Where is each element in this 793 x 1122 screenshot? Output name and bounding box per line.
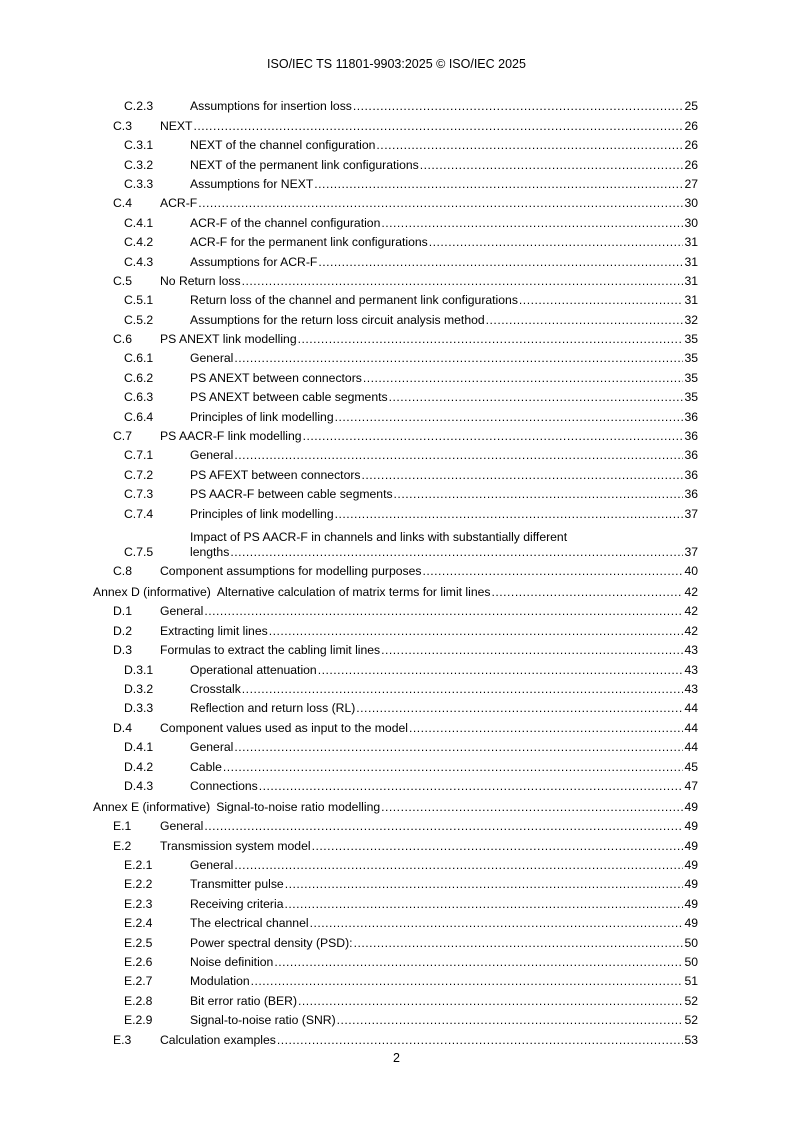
toc-entry-title: Extracting limit lines [160, 623, 268, 638]
toc-entry-number: C.3 [113, 118, 132, 133]
dot-leader [242, 682, 684, 697]
dot-leader [230, 545, 683, 560]
toc-entry-page: 37 [684, 506, 698, 521]
toc-entry-number: D.1 [113, 604, 132, 619]
toc-entry[interactable] [93, 386, 698, 405]
dot-leader [303, 429, 684, 444]
toc-entry-title: Signal-to-noise ratio modelling [216, 799, 381, 814]
toc-entry[interactable] [93, 600, 698, 619]
toc-entry[interactable] [93, 639, 698, 658]
toc-entry-number: C.6.4 [124, 409, 154, 424]
toc-entry-page: 44 [684, 720, 698, 735]
toc-entry-page: 30 [684, 196, 698, 211]
dot-leader [389, 390, 684, 405]
toc-entry[interactable] [93, 579, 698, 600]
dot-leader [223, 760, 684, 775]
toc-entry-page: 36 [684, 429, 698, 444]
toc-entry-number: C.3.1 [124, 138, 154, 153]
toc-entry-page: 49 [684, 896, 698, 911]
dot-leader [198, 196, 683, 211]
toc-entry-number: C.5 [113, 273, 132, 288]
toc-entry-number: D.4.3 [124, 778, 154, 793]
toc-entry[interactable] [93, 114, 698, 133]
toc-entry-title: General [160, 819, 204, 834]
toc-entry[interactable] [93, 134, 698, 153]
toc-entry-title: General [190, 448, 234, 463]
toc-entry-number: E.1 [113, 819, 132, 834]
toc-entry-page: 52 [684, 1013, 698, 1028]
toc-entry[interactable] [93, 289, 698, 308]
toc-entry-number: E.2.3 [124, 896, 153, 911]
toc-entry-number: E.2 [113, 838, 132, 853]
dot-leader [381, 800, 683, 815]
toc-entry[interactable] [93, 678, 698, 697]
toc-entry[interactable] [93, 502, 698, 521]
dot-leader [519, 293, 684, 308]
toc-entry-title: Connections [190, 778, 258, 793]
toc-entry-number: C.3.2 [124, 157, 154, 172]
toc-entry-page: 43 [684, 662, 698, 677]
toc-entry-page: 49 [684, 877, 698, 892]
toc-entry-title: General [160, 604, 204, 619]
dot-leader [204, 819, 683, 834]
toc-entry-number: C.4.1 [124, 215, 154, 230]
toc-entry-page: 47 [684, 778, 698, 793]
toc-entry-number: C.4.3 [124, 254, 154, 269]
toc-entry-page: 31 [684, 254, 698, 269]
toc-entry-page: 31 [684, 235, 698, 250]
table-of-contents [93, 95, 698, 1048]
dot-leader [234, 448, 683, 463]
toc-entry-title: Calculation examples [160, 1032, 276, 1047]
toc-entry-page: 53 [684, 1032, 698, 1047]
dot-leader [298, 332, 684, 347]
dot-leader [259, 779, 684, 794]
toc-entry-number: E.2.6 [124, 955, 153, 970]
toc-entry[interactable] [93, 192, 698, 211]
toc-entry-number: D.3 [113, 643, 132, 658]
dot-leader [318, 663, 684, 678]
toc-entry-title: ACR-F of the channel configuration [190, 215, 381, 230]
toc-entry-number: E.2.2 [124, 877, 153, 892]
toc-entry[interactable] [93, 425, 698, 444]
dot-leader [284, 897, 683, 912]
toc-entry-page: 35 [684, 332, 698, 347]
toc-entry-title: NEXT of the channel configuration [190, 138, 376, 153]
toc-entry-title: Assumptions for insertion loss [190, 99, 352, 114]
toc-entry-number: C.5.1 [124, 293, 154, 308]
toc-entry-number: D.4.1 [124, 740, 154, 755]
toc-entry-title: The electrical channel [190, 916, 309, 931]
toc-entry-number: C.2.3 [124, 99, 154, 114]
toc-entry[interactable] [93, 211, 698, 230]
toc-entry[interactable] [93, 697, 698, 716]
toc-entry-number: D.3.2 [124, 681, 154, 696]
toc-entry-number: C.7.5 [124, 544, 154, 559]
toc-entry-page: 44 [684, 740, 698, 755]
toc-entry-page: 43 [684, 681, 698, 696]
toc-entry[interactable] [93, 483, 698, 502]
toc-entry-title: Signal-to-noise ratio (SNR) [190, 1013, 336, 1028]
toc-entry[interactable] [93, 619, 698, 638]
toc-entry-title: PS ANEXT link modelling [160, 332, 297, 347]
dot-leader [234, 351, 683, 366]
toc-entry[interactable] [93, 250, 698, 269]
toc-entry-page: 42 [684, 584, 698, 599]
toc-entry-number: C.7.3 [124, 487, 154, 502]
toc-entry-number: C.7.1 [124, 448, 154, 463]
toc-entry[interactable] [93, 970, 698, 989]
toc-entry-title: Transmitter pulse [190, 877, 284, 892]
toc-entry-page: 50 [684, 935, 698, 950]
toc-entry-title: Bit error ratio (BER) [190, 993, 297, 1008]
toc-entry-page: 31 [684, 273, 698, 288]
toc-entry-page: 30 [684, 215, 698, 230]
toc-entry[interactable] [93, 463, 698, 482]
toc-entry-title: PS AACR-F link modelling [160, 429, 302, 444]
toc-entry[interactable] [93, 658, 698, 677]
toc-entry-page: 36 [684, 467, 698, 482]
dot-leader [429, 235, 684, 250]
toc-entry[interactable] [93, 755, 698, 774]
toc-entry-number: E.3 [113, 1032, 132, 1047]
toc-entry[interactable] [93, 347, 698, 366]
toc-entry-title: PS AACR-F between cable segments [190, 487, 393, 502]
dot-leader [312, 839, 684, 854]
dot-leader [363, 371, 684, 386]
toc-entry-page: 49 [684, 916, 698, 931]
toc-entry-page: 36 [684, 448, 698, 463]
dot-leader [353, 99, 684, 114]
dot-leader [486, 313, 684, 328]
toc-entry-title: Transmission system model [160, 838, 311, 853]
toc-entry[interactable] [93, 405, 698, 424]
toc-entry-title-continued: lengths [190, 544, 230, 559]
toc-entry[interactable] [93, 1028, 698, 1047]
dot-leader [492, 585, 684, 600]
dot-leader [234, 740, 683, 755]
toc-entry[interactable] [93, 1009, 698, 1028]
toc-entry[interactable] [93, 522, 698, 560]
toc-entry-title: Cable [190, 759, 222, 774]
toc-entry[interactable] [93, 912, 698, 931]
toc-entry-number: E.2.8 [124, 993, 153, 1008]
dot-leader [194, 119, 684, 134]
toc-entry-number: E.2.4 [124, 916, 153, 931]
toc-entry-title: Operational attenuation [190, 662, 317, 677]
toc-entry-title: Alternative calculation of matrix terms for limit lines [216, 584, 491, 599]
toc-entry[interactable] [93, 560, 698, 579]
toc-entry-page: 26 [684, 138, 698, 153]
toc-entry-title: Impact of PS AACR-F in channels and links with substantially different [190, 529, 568, 544]
toc-entry[interactable] [93, 308, 698, 327]
toc-entry-title: Noise definition [190, 955, 274, 970]
dot-leader [310, 916, 684, 931]
toc-entry[interactable] [93, 95, 698, 114]
toc-entry-title: ACR-F for the permanent link configurations [190, 235, 428, 250]
toc-entry-number: C.8 [113, 563, 132, 578]
dot-leader [335, 410, 684, 425]
toc-entry[interactable] [93, 153, 698, 172]
toc-entry-number: C.7.2 [124, 467, 154, 482]
toc-entry-number: E.2.7 [124, 974, 153, 989]
toc-entry-number: C.7.4 [124, 506, 154, 521]
dot-leader [298, 994, 683, 1009]
toc-entry-title: PS ANEXT between connectors [190, 370, 362, 385]
toc-entry-number: Annex E (informative) [93, 799, 211, 814]
toc-entry[interactable] [93, 270, 698, 289]
toc-entry-page: 52 [684, 993, 698, 1008]
toc-entry[interactable] [93, 231, 698, 250]
toc-entry-page: 49 [684, 799, 698, 814]
toc-entry[interactable] [93, 328, 698, 347]
toc-entry[interactable] [93, 854, 698, 873]
dot-leader [318, 255, 683, 270]
toc-entry[interactable] [93, 736, 698, 755]
toc-entry-title: ACR-F [160, 196, 198, 211]
dot-leader [337, 1013, 684, 1028]
toc-entry-title: Formulas to extract the cabling limit lines [160, 643, 381, 658]
toc-entry[interactable] [93, 815, 698, 834]
toc-entry-title: Component values used as input to the model [160, 720, 408, 735]
toc-entry-page: 44 [684, 701, 698, 716]
toc-entry-page: 25 [684, 99, 698, 114]
toc-entry-page: 51 [684, 974, 698, 989]
toc-entry-page: 42 [684, 623, 698, 638]
page-number: 2 [393, 1051, 400, 1065]
toc-entry-title: Assumptions for NEXT [190, 176, 314, 191]
toc-entry-page: 32 [684, 312, 698, 327]
toc-entry-title: Principles of link modelling [190, 409, 334, 424]
toc-entry-page: 26 [684, 157, 698, 172]
toc-entry-page: 42 [684, 604, 698, 619]
dot-leader [204, 604, 683, 619]
dot-leader [242, 274, 684, 289]
toc-entry-page: 43 [684, 643, 698, 658]
toc-entry[interactable] [93, 366, 698, 385]
dot-leader [314, 177, 683, 192]
toc-entry-title: Assumptions for ACR-F [190, 254, 318, 269]
toc-entry-number: D.3.3 [124, 701, 154, 716]
toc-entry-page: 49 [684, 838, 698, 853]
toc-entry[interactable] [93, 931, 698, 950]
toc-entry-title: General [190, 858, 234, 873]
toc-entry-title: Modulation [190, 974, 250, 989]
toc-entry-number: C.7 [113, 429, 132, 444]
toc-entry-title: General [190, 351, 234, 366]
toc-entry-page: 50 [684, 955, 698, 970]
toc-entry-number: C.4 [113, 196, 132, 211]
toc-entry-number: Annex D (informative) [93, 584, 211, 599]
dot-leader [277, 1033, 684, 1048]
toc-entry[interactable] [93, 834, 698, 853]
dot-leader [420, 158, 684, 173]
toc-entry-number: D.4.2 [124, 759, 154, 774]
toc-entry-page: 35 [684, 351, 698, 366]
toc-entry[interactable] [93, 989, 698, 1008]
toc-entry-title: NEXT [160, 118, 193, 133]
dot-leader [381, 216, 683, 231]
toc-entry[interactable] [93, 716, 698, 735]
toc-entry-number: D.3.1 [124, 662, 154, 677]
toc-entry-number: D.4 [113, 720, 132, 735]
toc-entry-title: Reflection and return loss (RL) [190, 701, 356, 716]
toc-entry[interactable] [93, 873, 698, 892]
dot-leader [423, 564, 684, 579]
toc-entry-title: Receiving criteria [190, 896, 284, 911]
toc-entry-page: 35 [684, 390, 698, 405]
toc-entry-title: Assumptions for the return loss circuit analysis method [190, 312, 485, 327]
toc-entry-page: 35 [684, 370, 698, 385]
toc-entry-title: Crosstalk [190, 681, 241, 696]
toc-entry-page: 36 [684, 409, 698, 424]
toc-entry-title: Power spectral density (PSD): [190, 935, 353, 950]
toc-entry[interactable] [93, 892, 698, 911]
dot-leader [251, 974, 684, 989]
toc-entry-title: Return loss of the channel and permanent link configurations [190, 293, 518, 308]
toc-entry-title: General [190, 740, 234, 755]
toc-entry-page: 36 [684, 487, 698, 502]
toc-entry-page: 31 [684, 293, 698, 308]
toc-entry-page: 37 [684, 544, 698, 559]
dot-leader [409, 721, 683, 736]
toc-entry-number: C.6.2 [124, 370, 154, 385]
toc-entry-title: Component assumptions for modelling purposes [160, 563, 422, 578]
toc-entry[interactable] [93, 173, 698, 192]
dot-leader [394, 487, 684, 502]
toc-entry-title: No Return loss [160, 273, 241, 288]
toc-entry-number: E.2.5 [124, 935, 153, 950]
toc-entry-page: 49 [684, 858, 698, 873]
toc-entry-page: 40 [684, 563, 698, 578]
toc-entry-page: 26 [684, 118, 698, 133]
toc-entry[interactable] [93, 444, 698, 463]
dot-leader [234, 858, 683, 873]
toc-entry-title: PS AFEXT between connectors [190, 467, 361, 482]
dot-leader [335, 507, 684, 522]
toc-entry[interactable] [93, 775, 698, 794]
dot-leader [285, 877, 684, 892]
dot-leader [354, 936, 684, 951]
dot-leader [381, 643, 683, 658]
dot-leader [274, 955, 683, 970]
dot-leader [376, 138, 683, 153]
toc-entry-number: C.5.2 [124, 312, 154, 327]
toc-entry-title: PS ANEXT between cable segments [190, 390, 388, 405]
toc-entry-page: 45 [684, 759, 698, 774]
toc-entry-page: 27 [684, 176, 698, 191]
page-header: ISO/IEC TS 11801-9903:2025 © ISO/IEC 2025 [267, 57, 526, 71]
toc-entry-number: C.6 [113, 332, 132, 347]
toc-entry[interactable] [93, 794, 698, 815]
toc-entry-title: Principles of link modelling [190, 506, 334, 521]
dot-leader [269, 624, 684, 639]
dot-leader [356, 701, 683, 716]
toc-entry-page: 49 [684, 819, 698, 834]
toc-entry-title: NEXT of the permanent link configurations [190, 157, 419, 172]
toc-entry-number: C.6.1 [124, 351, 154, 366]
toc-entry[interactable] [93, 951, 698, 970]
toc-entry-number: C.4.2 [124, 235, 154, 250]
toc-entry-number: E.2.1 [124, 858, 153, 873]
dot-leader [362, 468, 684, 483]
toc-entry-number: D.2 [113, 623, 132, 638]
toc-entry-number: E.2.9 [124, 1013, 153, 1028]
toc-entry-number: C.3.3 [124, 176, 154, 191]
toc-entry-number: C.6.3 [124, 390, 154, 405]
